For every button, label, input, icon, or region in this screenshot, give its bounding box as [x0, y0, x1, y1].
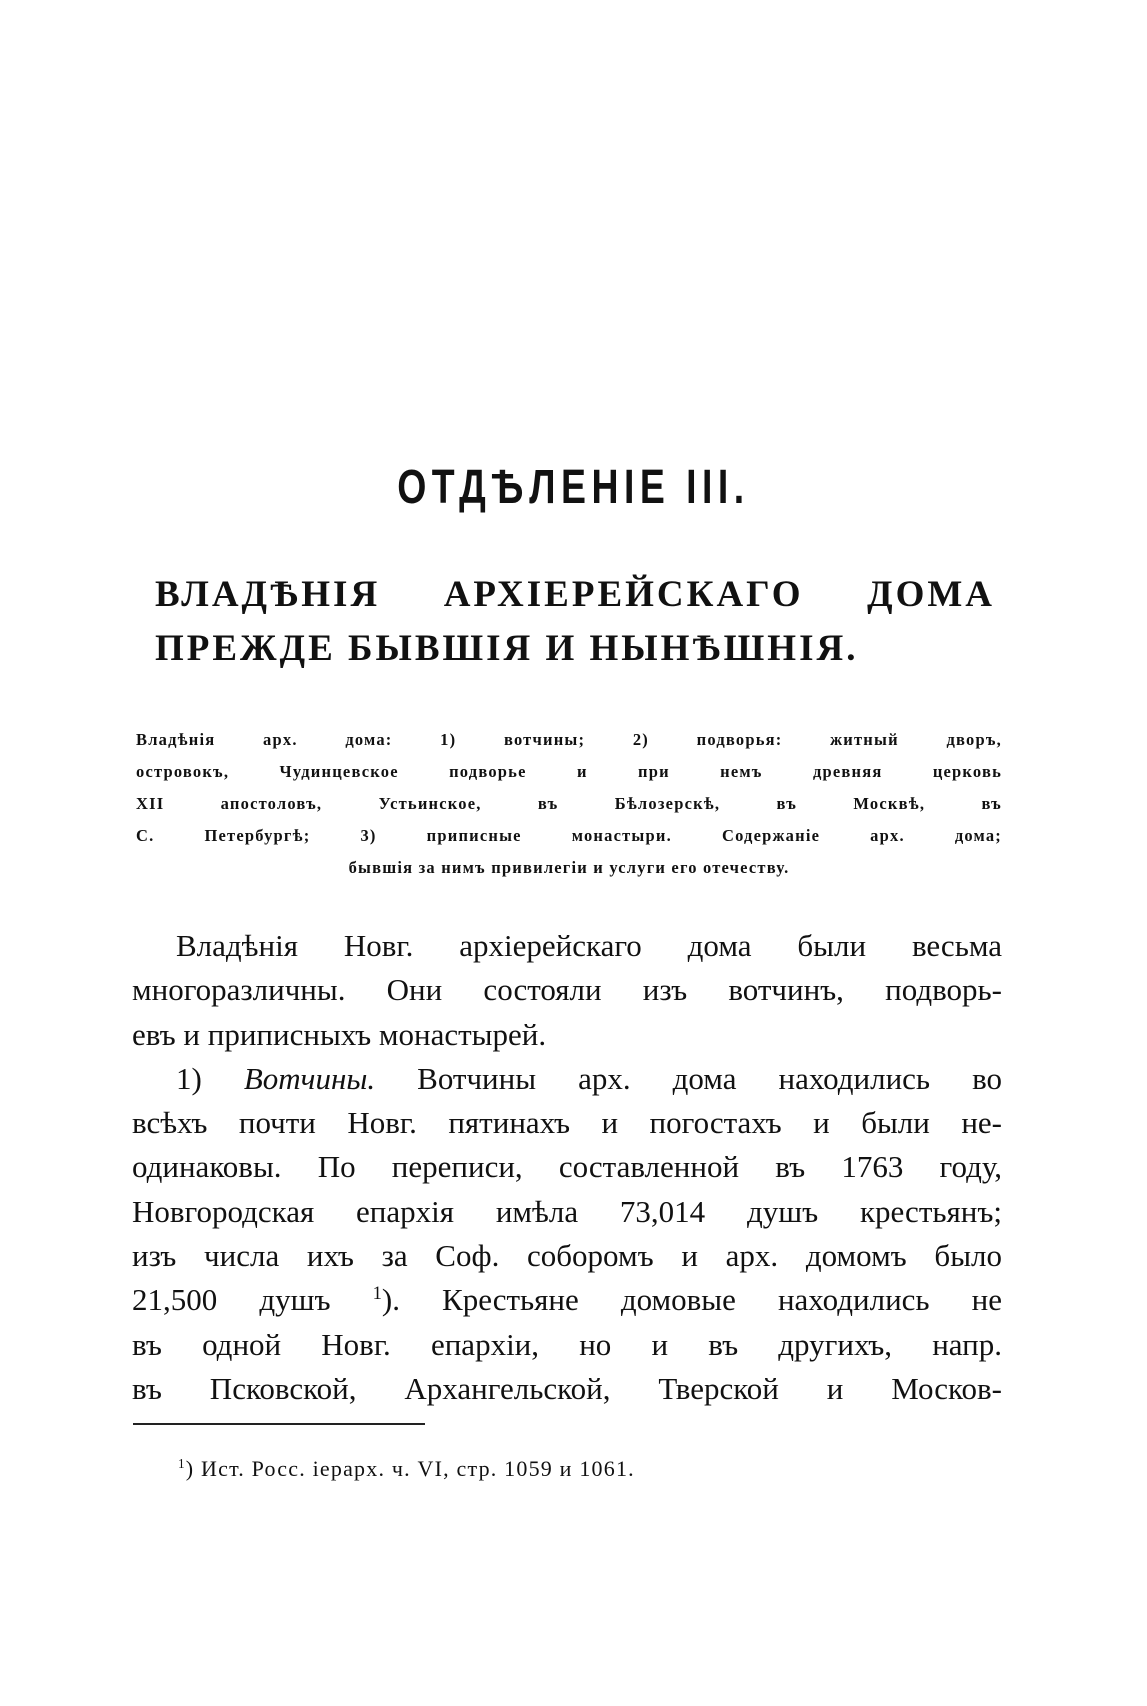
body-line-start: 21,500 душъ [132, 1282, 331, 1318]
section-title [155, 568, 995, 676]
body-text [132, 924, 1002, 1411]
summary-line: островокъ, Чудинцевское подворье и при немъ древняя церковь [136, 762, 1002, 781]
footnote-divider [133, 1423, 425, 1425]
body-line: многоразличны. Они состояли изъ вотчинъ, подворь- [132, 972, 1002, 1008]
body-line: въ Псковской, Архангельской, Тверской и Москов- [132, 1370, 1002, 1406]
body-line: въ одной Новг. епархіи, но и въ другихъ, напр. [132, 1326, 1002, 1362]
chapter-heading: ОТДѢЛЕНІЕ III. [397, 461, 750, 514]
summary-line: XII апостоловъ, Устьинское, въ Бѣлозерскѣ, въ Москвѣ, въ [136, 794, 1002, 813]
item-term: Вотчины. [243, 1060, 376, 1096]
item-number: 1) [176, 1060, 202, 1096]
body-line: Владѣнія Новг. архіерейскаго дома были весьма [176, 928, 1002, 963]
summary-line: бывшія за нимъ привилегіи и услуги его отечеству. [348, 858, 790, 877]
body-line: изъ числа ихъ за Соф. соборомъ и арх. домомъ было [132, 1238, 1002, 1274]
body-line: евъ и приписныхъ монастырей. [132, 1016, 547, 1052]
body-line [132, 1278, 1002, 1322]
chapter-summary [136, 724, 1002, 884]
section-title-line: ВЛАДѢНІЯ АРХІЕРЕЙСКАГО ДОМА [155, 574, 995, 615]
summary-line: Владѣнія арх. дома: 1) вотчины; 2) подворья: житный дворъ, [136, 730, 1002, 749]
body-line [132, 1057, 1002, 1101]
footnote-text: ) Ист. Росс. іерарх. ч. VI, стр. 1059 и 1061. [185, 1456, 635, 1481]
body-line: Новгородская епархія имѣла 73,014 душъ крестьянъ; [132, 1193, 1002, 1229]
section-title-line: ПРЕЖДЕ БЫВШІЯ И НЫНѢШНІЯ. [155, 628, 859, 669]
body-line: всѣхъ почти Новг. пятинахъ и погостахъ и были не- [132, 1105, 1002, 1141]
body-line-rest: ). Крестьяне домовые находились не [381, 1282, 1002, 1318]
summary-line: С. Петербургѣ; 3) приписные монастыри. Содержаніе арх. дома; [136, 826, 1002, 845]
footnote [178, 1456, 635, 1482]
footnote-marker: 1 [178, 1456, 186, 1472]
footnote-reference: 1 [372, 1283, 382, 1305]
body-line: одинаковы. По переписи, составленной въ 1763 году, [132, 1149, 1002, 1185]
body-line-rest: Вотчины арх. дома находились во [417, 1060, 1003, 1096]
